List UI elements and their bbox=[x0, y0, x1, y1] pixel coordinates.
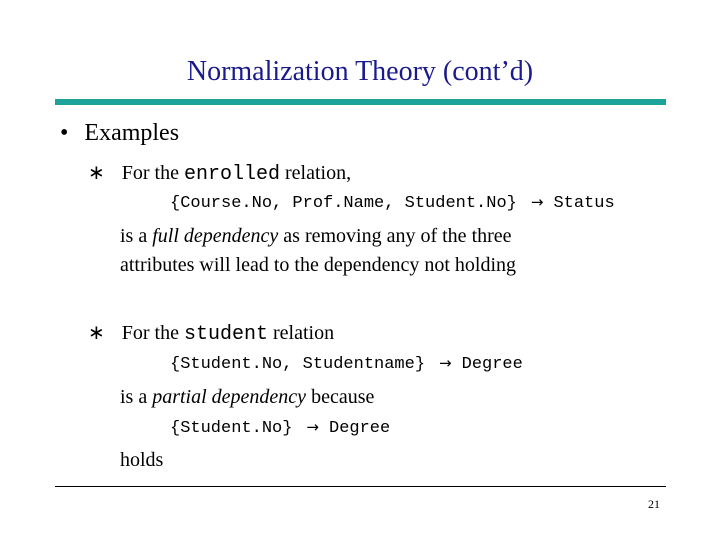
text-span: because bbox=[306, 386, 375, 408]
page-number: 21 bbox=[648, 497, 660, 511]
explanation-line: holds bbox=[120, 449, 164, 471]
fd-rhs: Degree bbox=[461, 355, 523, 374]
emphasis-term: partial dependency bbox=[152, 386, 307, 408]
item-suffix: relation bbox=[268, 322, 335, 344]
footer-divider bbox=[55, 486, 666, 487]
text-span: is a bbox=[120, 225, 153, 247]
relation-name: enrolled bbox=[183, 163, 280, 186]
item-suffix: relation, bbox=[280, 162, 352, 184]
emphasis-term: full dependency bbox=[152, 225, 279, 247]
fd-lhs: {Student.No, Studentname} bbox=[170, 355, 426, 374]
explanation-line bbox=[120, 225, 512, 248]
sub-marker: ∗ bbox=[88, 162, 105, 184]
fd-full bbox=[170, 193, 615, 213]
arrow-icon: → bbox=[530, 193, 544, 211]
bullet-marker: • bbox=[60, 120, 69, 146]
item-prefix: For the bbox=[121, 162, 184, 184]
bullet-label: Examples bbox=[84, 120, 180, 146]
fd-subset bbox=[170, 418, 390, 438]
fd-rhs: Status bbox=[553, 194, 615, 213]
sub-item-enrolled bbox=[88, 160, 351, 186]
sub-item-student bbox=[88, 320, 334, 346]
fd-partial bbox=[170, 354, 523, 374]
fd-lhs: {Course.No, Prof.Name, Student.No} bbox=[170, 194, 517, 213]
fd-lhs: {Student.No} bbox=[170, 419, 293, 438]
fd-rhs: Degree bbox=[329, 419, 391, 438]
sub-marker: ∗ bbox=[88, 322, 105, 344]
explanation-line bbox=[120, 386, 374, 409]
text-span: as removing any of the three bbox=[278, 225, 512, 247]
relation-name: student bbox=[183, 323, 268, 346]
item-prefix: For the bbox=[121, 322, 184, 344]
bullet-examples bbox=[60, 120, 179, 147]
arrow-icon: → bbox=[306, 418, 319, 436]
slide-title: Normalization Theory (cont’d) bbox=[186, 56, 534, 87]
text-span: is a bbox=[120, 386, 153, 408]
explanation-line: attributes will lead to the dependency not holding bbox=[120, 254, 517, 276]
title-underline bbox=[55, 99, 666, 105]
arrow-icon: → bbox=[439, 354, 452, 372]
